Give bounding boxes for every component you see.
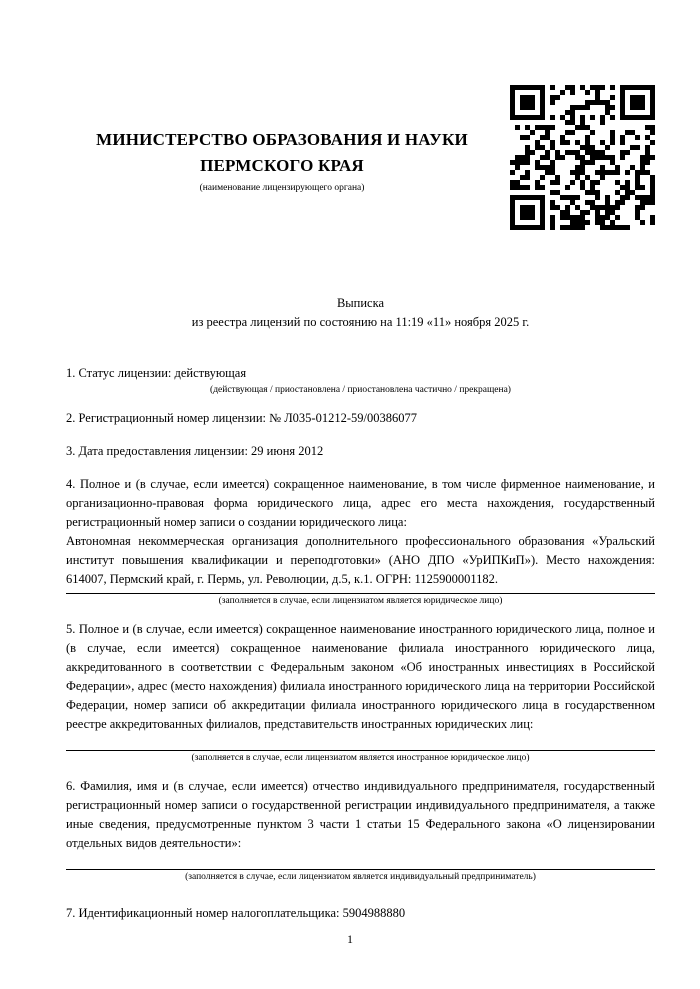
document-title-line1: Выписка (336, 296, 385, 310)
qr-code-icon (510, 85, 655, 230)
legal-entity-heading: 4. Полное и (в случае, если имеется) сокращенное наименование, в том числе фирменное наименование, и организационно-правовая форма юридического лица, адрес его места нахождения, государственный регистрационный номер записи о создании юридического лица: (66, 477, 655, 529)
fill-rule-individual-entrepreneur (66, 869, 655, 870)
document-header (66, 85, 655, 230)
foreign-entity-heading: 5. Полное и (в случае, если имеется) сокращенное наименование иностранного юридического лица, полное и (в случае, если имеется) сокращенное наименование филиала иностранного юридического лица, аккредитованного в соответствии с Федеральным законом «Об иностранных инвестициях в Российской Федерации», адрес (место нахождения) филиала иностранного юридического лица на территории Российской Федерации, номер записи об аккредитации филиала иностранного юридического лица в государственном реестре аккредитованных филиалов, представительств иностранных юридических лиц: (66, 622, 655, 731)
legal-entity-note: (заполняется в случае, если лицензиатом является юридическое лицо) (218, 596, 503, 606)
item-legal-entity (66, 475, 655, 606)
taxpayer-number-text: 7. Идентификационный номер налогоплательщика: 5904988880 (66, 906, 406, 920)
ministry-name (66, 127, 498, 178)
item-license-status (66, 364, 655, 395)
item-registration-number (66, 409, 655, 428)
registration-number-text: 2. Регистрационный номер лицензии: № Л035-01212-59/00386077 (66, 411, 417, 425)
item-taxpayer-number (66, 904, 655, 923)
license-date-text: 3. Дата предоставления лицензии: 29 июня 2012 (66, 444, 324, 458)
item-license-date (66, 442, 655, 461)
individual-entrepreneur-note: (заполняется в случае, если лицензиатом является индивидуальный предприниматель) (185, 872, 536, 882)
foreign-entity-note: (заполняется в случае, если лицензиатом является иностранное юридическое лицо) (191, 753, 530, 763)
ministry-name-line2: ПЕРМСКОГО КРАЯ (200, 155, 364, 175)
individual-entrepreneur-heading: 6. Фамилия, имя и (в случае, если имеется) отчество индивидуального предпринимателя, государственный регистрационный номер записи о государственной регистрации индивидуального предпринимателя, а также иные сведения, предусмотренные пунктом 3 части 1 статьи 15 Федерального закона «О лицензировании отдельных видов деятельности»: (66, 779, 655, 850)
licensing-authority-note: (наименование лицензирующего органа) (199, 183, 365, 193)
item-individual-entrepreneur (66, 777, 655, 882)
legal-entity-value: Автономная некоммерческая организация дополнительного профессионального образования «Уральский институт повышения квалификации и переподготовки» (АНО ДПО «УрИПКиП»). Место нахождения: 614007, Пермский край, г. Пермь, ул. Революции, д.5, к.1. ОГРН: 1125900001182. (66, 534, 655, 586)
ministry-name-line1: МИНИСТЕРСТВО ОБРАЗОВАНИЯ И НАУКИ (96, 130, 468, 149)
item-foreign-entity (66, 620, 655, 763)
licensing-authority-block (66, 127, 498, 193)
document-title-line2: из реестра лицензий по состоянию на 11:19 «11» ноября 2025 г. (191, 315, 530, 329)
document-body (66, 364, 655, 923)
page-number: 1 (347, 932, 353, 946)
document-title (66, 294, 655, 332)
fill-rule-foreign-entity (66, 750, 655, 751)
fill-rule-legal-entity (66, 593, 655, 594)
license-status-text: 1. Статус лицензии: действующая (66, 366, 247, 380)
license-status-options-note: (действующая / приостановлена / приостановлена частично / прекращена) (210, 385, 511, 395)
